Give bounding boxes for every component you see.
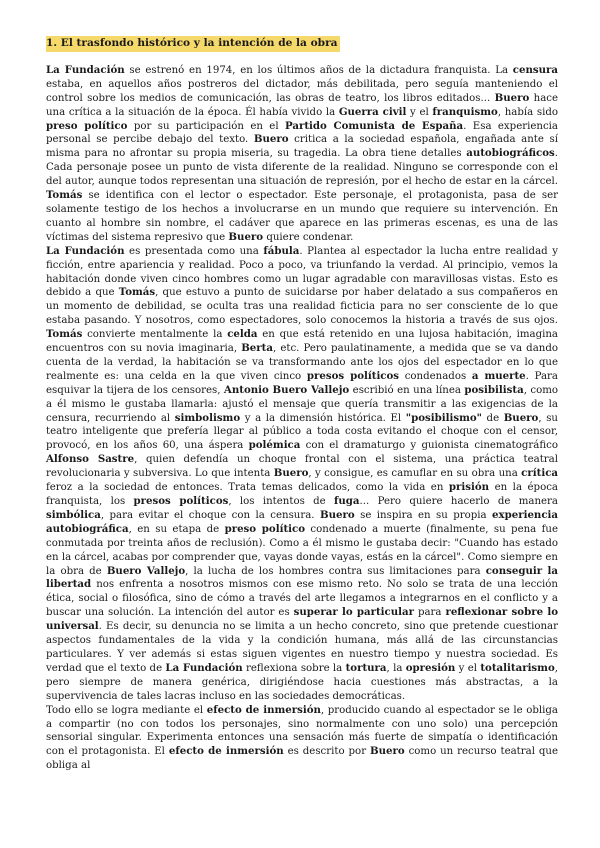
text-run: y el <box>455 662 481 674</box>
text-run: , pero siempre de manera genérica, dirigiéndose hacia cuestiones más abstractas, a la supervivencia de tales lacras incluso en las sociedades democráticas. <box>46 662 558 702</box>
text-run: ... Pero quiere hacerlo de manera <box>359 496 558 507</box>
text-run: , producido cuando al espectador se le obliga a compartir (no con todos los personajes, sino normalmente con uno solo) una percepción sensorial singular. Experimenta entonces una sensación más fuerte de simpatía o identificación con el protagonista. El <box>46 704 558 758</box>
text-run: feroz a la sociedad de entonces. Trata temas delicados, como la vida en <box>46 482 449 494</box>
text-run: , quien defendía un choque frontal con el sistema, una práctica teatral revolucionaria y subversiva. Lo que intenta <box>46 454 558 480</box>
text-run: , etc. Pero paulatinamente, a medida que se va dando cuenta de la verdad, la habitación se va transformando ante los ojos del espectador en lo que realmente es: una celda en la que viven cinco <box>46 343 558 382</box>
bold-text: Tomás <box>118 286 156 299</box>
bold-text: preso político <box>46 119 128 132</box>
text-run: . Es decir, su denuncia no se limita a un hecho concreto, sino que pretende cuestionar aspectos fundamentales de la vida y la condición humana, más allá de las circunstancias particulares. Y ver además si estas siguen vigentes en nuestro tiempo y nuestra sociedad. Es verdad que el texto de <box>46 621 558 674</box>
bold-text: tortura <box>345 661 387 674</box>
bold-text: Buero <box>369 745 405 758</box>
bold-text: reflexionar sobre lo universal <box>46 606 558 633</box>
text-run: , había sido <box>497 106 558 118</box>
text-run: , para evitar el choque con la censura. <box>100 509 320 521</box>
text-run: , como a él mismo le gustaba llamarla: ajustó el mensaje que quería transmitir a las exigencias de la censura, recurriendo al <box>46 384 559 424</box>
text-run: hace una crítica a la situación de la época. Él había vivido la <box>46 92 559 118</box>
bold-text: La Fundación <box>165 661 243 674</box>
bold-text: fábula <box>263 244 300 257</box>
bold-text: posibilista <box>464 383 524 396</box>
text-run: se identifica con el lector o espectador. Este personaje, el protagonista, pasa de ser solamente testigo de los hechos a involucrarse en un mundo que requiere su intervención. En cuanto al hombre sin nombre, el cadáver que aparece en las primeras escenas, es una de las víctimas del sistema represivo que <box>46 190 558 243</box>
bold-text: a muerte <box>471 369 526 382</box>
text-run: reflexiona sobre la <box>242 662 346 674</box>
bold-text: Buero Vallejo <box>106 564 186 577</box>
bold-text: franquismo <box>432 105 498 118</box>
paragraph <box>46 245 558 704</box>
bold-text: Buero <box>503 411 539 424</box>
bold-text: conseguir la libertad <box>46 564 558 591</box>
text-run: . Para esquivar la tijera de los censores, <box>46 370 558 396</box>
bold-text: "posibilismo" <box>405 411 482 424</box>
bold-text: simbolismo <box>174 411 241 424</box>
text-run: como un recurso teatral que obliga al <box>46 746 558 772</box>
text-run: se inspira en su propia <box>354 509 493 521</box>
bold-text: Tomás <box>46 189 83 202</box>
text-run: . Cada personaje posee un punto de vista diferente de la realidad. Ninguno se corresponde con el del autor, aunque todos representan una situación de represión, por el hecho de estar en la cárcel. <box>46 148 558 188</box>
bold-text: celda <box>227 328 258 341</box>
bold-text: efecto de inmersión <box>206 703 321 716</box>
paragraph-list <box>46 64 558 773</box>
text-run: condenado a muerte (finalmente, su pena fue conmutada por treinta años de reclusión). Como a él mismo le gustaba decir: "Cuando has estado en la cárcel, acabas por comprender que, vayas donde vayas, estás en la cárcel". Como siempre en la obra de <box>46 523 558 577</box>
text-run: , los intentos de <box>228 496 335 507</box>
bold-text: Buero <box>319 508 355 521</box>
text-run: . Esa experiencia personal se percibe debajo del texto. <box>46 120 558 146</box>
text-run: y el <box>406 106 433 118</box>
bold-text: La Fundación <box>46 244 125 257</box>
bold-text: Tomás <box>46 328 83 341</box>
text-run: critica a la sociedad española, engañada ante sí misma para no afrontar su propia miseria, su tragedia. La obra tiene detalles <box>46 134 558 160</box>
text-run: es descrito por <box>283 746 370 758</box>
bold-text: simbólica <box>46 508 101 521</box>
bold-text: Guerra civil <box>338 105 407 118</box>
text-run: condenados <box>399 370 472 382</box>
bold-text: presos políticos <box>306 369 400 382</box>
bold-text: La Fundación <box>46 63 125 76</box>
bold-text: censura <box>512 63 558 76</box>
bold-text: Buero <box>228 230 264 243</box>
bold-text: Antonio Buero Vallejo <box>223 383 350 396</box>
text-run: , y consigue, es camuflar en su obra una <box>308 468 522 480</box>
bold-text: Partido Comunista de España <box>284 119 464 132</box>
text-run: , la <box>386 662 406 674</box>
text-run: . Plantea al espectador la lucha entre realidad y ficción, entre apariencia y realidad. Poco a poco, va triunfando la verdad. Al principio, vemos la habitación donde viven cinco hombres como un lugar agradable con maravillosas vistas. Esto es debido a que <box>46 245 558 299</box>
text-run: en que está retenido en una lujosa habitación, imagina encuentros con su novia imaginaria, <box>46 329 558 355</box>
bold-text: opresión <box>405 661 456 674</box>
text-run: de <box>481 412 504 424</box>
text-run: Todo ello se logra mediante el <box>46 704 207 716</box>
text-run: estaba, en aquellos años postreros del dictador, más debilitada, pero seguía manteniendo el control sobre los medios de comunicación, las obras de teatro, los libros editados... <box>46 78 558 104</box>
bold-text: superar lo particular <box>293 606 415 619</box>
text-run: , en su etapa de <box>128 523 225 535</box>
paragraph <box>46 704 558 774</box>
text-run: para <box>414 607 446 619</box>
text-run: en la época franquista, los <box>46 482 558 507</box>
text-run: se estrenó en 1974, en los últimos años de la dictadura franquista. La <box>124 64 513 76</box>
text-run: , la lucha de los hombres contra sus limitaciones para <box>185 565 486 577</box>
bold-text: polémica <box>248 439 301 452</box>
section-heading: 1. El trasfondo histórico y la intención de la obra <box>46 36 340 52</box>
text-run: , su teatro inteligente que prefería llegar al público a toda costa evitando el choque con el censor, provocó, en los años 60, una áspera <box>46 412 558 452</box>
bold-text: preso político <box>224 522 306 535</box>
bold-text: Berta <box>241 342 273 355</box>
bold-text: crítica <box>521 467 558 480</box>
text-run: , que estuvo a punto de suicidarse por haber delatado a sus compañeros en un momento de debilidad, se oculta tras una realidad ficticia para no ser consciente de lo que estaba pasando. Y nosotros, como espectadores, solo conocemos la historia a través de sus ojos. <box>46 287 558 327</box>
text-run: escribió en una línea <box>349 384 465 396</box>
bold-text: Buero <box>253 133 289 146</box>
text-run: por su participación en el <box>127 120 285 132</box>
bold-text: presos políticos <box>133 495 229 507</box>
text-run: con el dramaturgo y guionista cinematográfico <box>300 440 558 452</box>
text-run: convierte mentalmente la <box>82 329 228 341</box>
paragraph <box>46 64 558 245</box>
text-run: es presentada como una <box>124 245 264 257</box>
bold-text: Alfonso Sastre <box>46 453 135 466</box>
text-run: quiere condenar. <box>263 231 354 243</box>
bold-text: experiencia autobiográfica <box>46 508 559 535</box>
bold-text: prisión <box>448 481 490 494</box>
text-run: nos enfrenta a nosotros mismos con ese mismo reto. No solo se trata de una lección ética, social o filosófica, sino de cómo a través del arte llegamos a integrarnos en el conflicto y a buscar una solución. La intención del autor es <box>46 579 558 619</box>
bold-text: fuga <box>334 495 360 507</box>
bold-text: totalitarismo <box>480 661 555 674</box>
bold-text: autobiográficos <box>466 147 555 160</box>
document-body <box>46 36 558 773</box>
bold-text: Buero <box>494 91 530 104</box>
bold-text: efecto de inmersión <box>168 745 284 758</box>
bold-text: Buero <box>273 467 309 480</box>
text-run: y a la dimensión histórica. El <box>240 412 406 424</box>
